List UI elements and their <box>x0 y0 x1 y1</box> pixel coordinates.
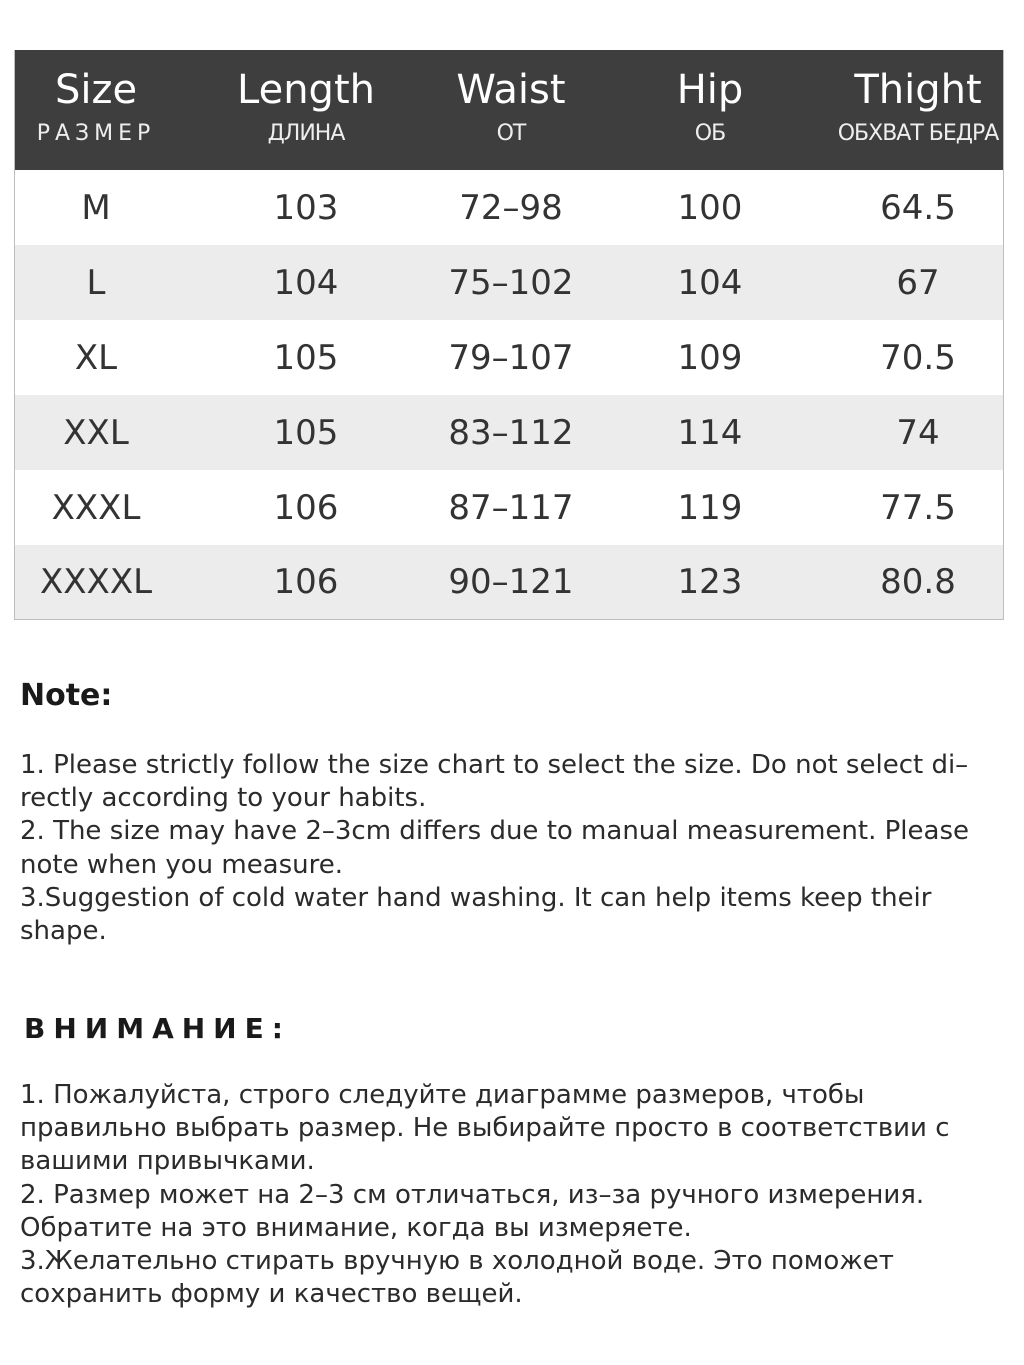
cell-hip: 119 <box>677 487 743 528</box>
note-list <box>20 749 1000 948</box>
warning-item: 3.Желательно стирать вручную в холодной воде. Это поможет сохранить форму и качество вещей. <box>20 1246 894 1310</box>
warning-list <box>20 1079 1010 1311</box>
cell-size: XXXXL <box>39 562 153 602</box>
table-row <box>15 545 1003 619</box>
cell-length: 104 <box>273 262 339 303</box>
cell-length: 105 <box>273 412 339 453</box>
cell-size: L <box>86 262 106 303</box>
cell-size: XL <box>74 337 118 378</box>
header-thight <box>833 50 1003 170</box>
cell-hip: 114 <box>677 412 743 453</box>
header-thight-ru: ОБХВАТ БЕДРА <box>837 121 999 146</box>
cell-waist: 90–121 <box>448 562 574 602</box>
header-hip <box>587 50 833 170</box>
warning-item: 1. Пожалуйста, строго следуйте диаграмме размеров, чтобы правильно выбрать размер. Не выбирайте просто в соответствии с вашими привычками. <box>20 1080 950 1177</box>
note-item: 2. The size may have 2–3cm differs due to manual measurement. Please note when you measure. <box>20 816 969 880</box>
warning-item: 2. Размер может на 2–3 см отличаться, из–за ручного измерения. Обратите на это внимание, когда вы измеряете. <box>20 1179 925 1243</box>
cell-thight: 74 <box>896 412 940 453</box>
cell-hip: 109 <box>677 337 743 378</box>
cell-size: XXXL <box>51 487 141 528</box>
header-hip-ru: ОБ <box>694 121 726 146</box>
header-size <box>15 50 177 170</box>
header-waist-ru: ОТ <box>496 121 526 146</box>
cell-length: 106 <box>273 487 339 528</box>
cell-thight: 70.5 <box>880 337 956 378</box>
cell-size: XXL <box>63 412 129 453</box>
cell-thight: 64.5 <box>880 187 956 228</box>
header-length <box>177 50 435 170</box>
size-chart-table <box>14 50 1004 620</box>
cell-thight: 80.8 <box>880 562 956 602</box>
cell-waist: 87–117 <box>448 487 574 528</box>
cell-waist: 72–98 <box>459 187 563 228</box>
table-row <box>15 245 1003 320</box>
cell-waist: 83–112 <box>448 412 574 453</box>
cell-waist: 79–107 <box>448 337 574 378</box>
cell-hip: 123 <box>677 562 743 602</box>
header-thight-en: Thight <box>854 67 982 113</box>
note-item: 1. Please strictly follow the size chart to select the size. Do not select di–rectly according to your habits. <box>20 750 969 814</box>
cell-hip: 100 <box>677 187 743 228</box>
header-waist-en: Waist <box>456 67 566 113</box>
header-waist <box>435 50 587 170</box>
warning-title: ВНИМАНИЕ: <box>24 1012 291 1045</box>
cell-length: 103 <box>273 187 339 228</box>
header-length-ru: ДЛИНА <box>267 121 345 146</box>
table-row <box>15 320 1003 395</box>
cell-length: 106 <box>273 562 339 602</box>
note-title: Note: <box>20 678 113 713</box>
cell-size: M <box>81 187 111 228</box>
cell-thight: 77.5 <box>880 487 956 528</box>
header-size-ru: РАЗМЕР <box>36 121 156 146</box>
header-hip-en: Hip <box>676 67 744 113</box>
table-row <box>15 395 1003 470</box>
table-row <box>15 470 1003 545</box>
table-header <box>15 50 1003 170</box>
cell-waist: 75–102 <box>448 262 574 303</box>
header-size-en: Size <box>54 67 138 113</box>
cell-length: 105 <box>273 337 339 378</box>
header-length-en: Length <box>237 67 375 113</box>
cell-thight: 67 <box>896 262 940 303</box>
note-item: 3.Suggestion of cold water hand washing. It can help items keep their shape. <box>20 882 932 947</box>
table-row <box>15 170 1003 245</box>
cell-hip: 104 <box>677 262 743 303</box>
